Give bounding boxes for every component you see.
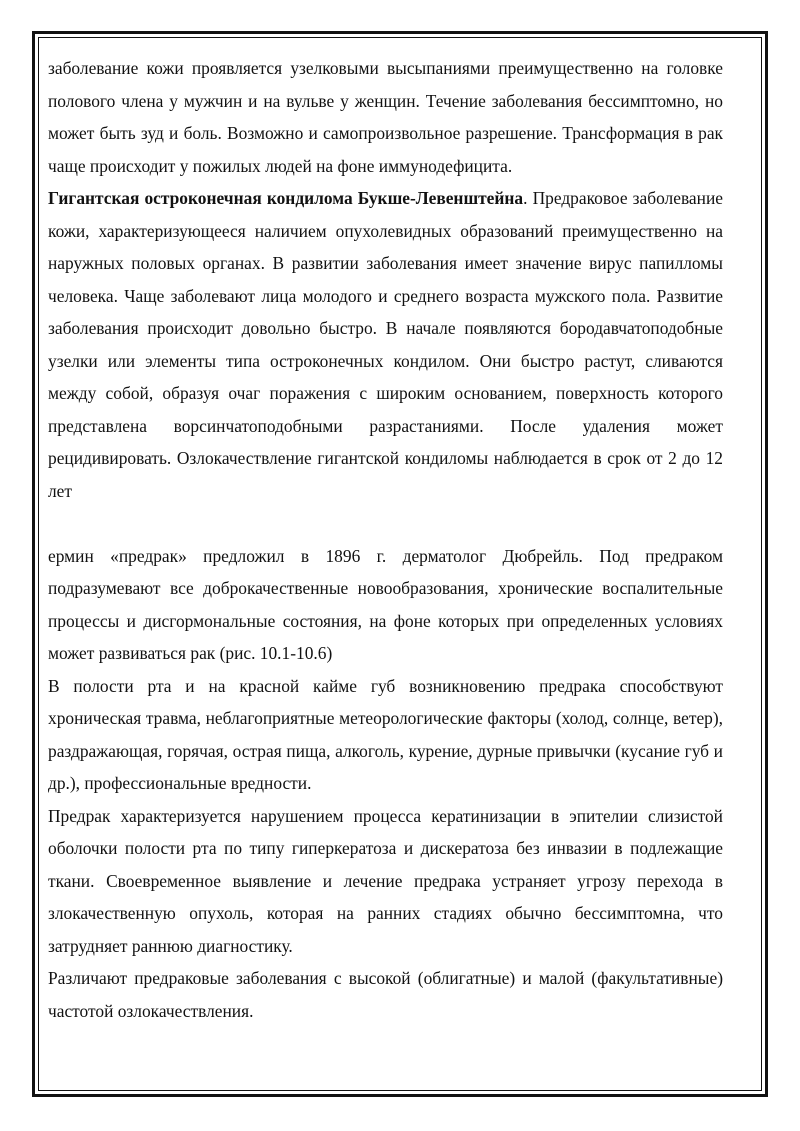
- paragraph-keratinization: Предрак характеризуется нарушением процесса кератинизации в эпителии слизистой оболочки полости рта по типу гиперкератоза и дискератоза без инвазии в подлежащие ткани. Своевременное выявление и лечение предрака устраняет угрозу перехода в злокачественную опухоль, которая на ранних стадиях обычно бессимптомна, что затрудняет раннюю диагностику.: [48, 805, 723, 956]
- paragraph-gap: [48, 507, 723, 540]
- paragraph-buschke-lowenstein-text: . Предраковое заболевание кожи, характеризующееся наличием опухолевидных образований преимущественно на наружных половых органах. В развитии заболевания имеет значение вирус папилломы человека. Чаще заболевают лица молодого и среднего возраста мужского пола. Развитие заболевания происходит довольно быстро. В начале появляются бородавчатоподобные узелки или элементы типа остроконечных кондилом. Они быстро растут, сливаются между собой, образуя очаг поражения с широким основанием, поверхность которого представлена ворсинчатоподобными разрастаниями. После удаления может рецидивировать. Озлокачествление гигантской кондиломы наблюдается в срок от 2 до 12 лет: [48, 188, 723, 501]
- paragraph-precancer-term: ермин «предрак» предложил в 1896 г. дерматолог Дюбрейль. Под предраком подразумевают все доброкачественные новообразования, хронические воспалительные процессы и дисгормональные состояния, на фоне которых при определенных условиях может развиваться рак (рис. 10.1-10.6): [48, 545, 723, 663]
- paragraph-classification: Различают предраковые заболевания с высокой (облигатные) и малой (факультативные) частотой озлокачествления.: [48, 968, 723, 1021]
- paragraph-buschke-lowenstein: [48, 182, 723, 507]
- document-body: [48, 52, 723, 1027]
- term-buschke-lowenstein: Гигантская остроконечная кондилома Букше-Левенштейна: [48, 188, 524, 208]
- paragraph-skin-disease-continuation: заболевание кожи проявляется узелковыми высыпаниями преимущественно на головке полового члена у мужчин и на вульве у женщин. Течение заболевания бессимптомно, но может быть зуд и боль. Возможно и самопроизвольное разрешение. Трансформация в рак чаще происходит у пожилых людей на фоне иммунодефицита.: [48, 58, 723, 176]
- paragraph-oral-risk-factors: В полости рта и на красной кайме губ возникновению предрака способствуют хроническая травма, неблагоприятные метеорологические факторы (холод, солнце, ветер), раздражающая, горячая, острая пища, алкоголь, курение, дурные привычки (кусание губ и др.), профессиональные вредности.: [48, 675, 723, 793]
